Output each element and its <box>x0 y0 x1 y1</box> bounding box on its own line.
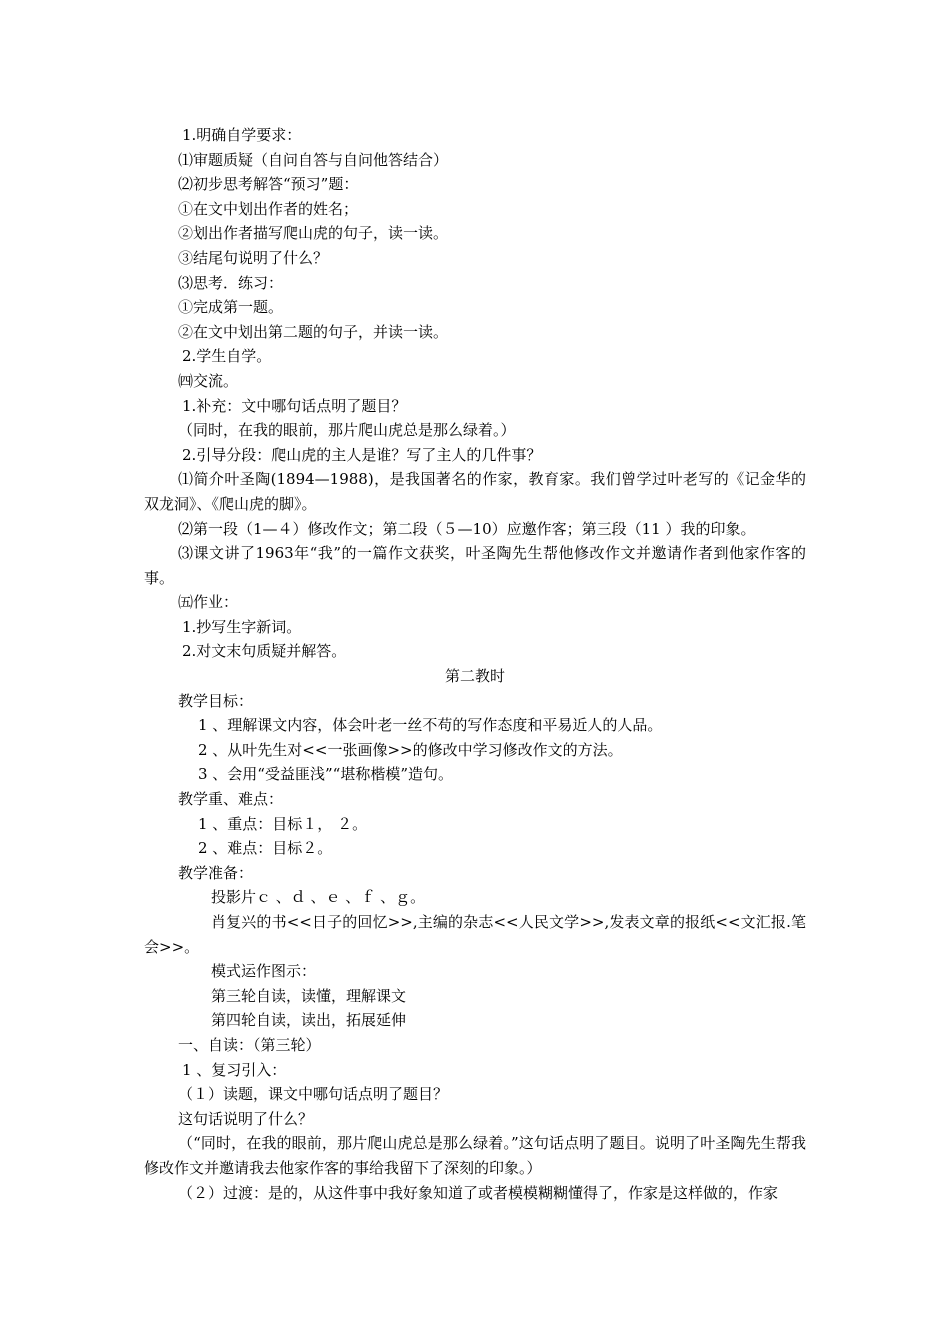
text-line: 2.对文末句质疑并解答。 <box>182 642 347 661</box>
text-line: 第四轮自读，读出，拓展延伸 <box>211 1011 407 1030</box>
text-line: 2.学生自学。 <box>182 347 272 366</box>
text-line: ⑶思考．练习： <box>178 273 284 292</box>
text-line: 3 、会用“受益匪浅”“堪称楷模”造句。 <box>198 765 453 784</box>
text-line: ⑵第一段（1—４）修改作文；第二段（５—10）应邀作客；第三段（11 ）我的印象。 <box>178 519 756 538</box>
text-line: 投影片ｃ 、ｄ 、ｅ 、ｆ 、ｇ。 <box>211 888 426 907</box>
text-line: 教学目标： <box>178 691 254 710</box>
text-line: 教学准备： <box>178 863 254 882</box>
text-line: 这句话说明了什么？ <box>178 1109 314 1128</box>
section-heading: 第二教时 <box>444 667 505 686</box>
text-line: ②在文中划出第二题的句子，并读一读。 <box>178 322 449 341</box>
document-page <box>144 123 806 1205</box>
text-line: 模式运作图示： <box>211 962 317 981</box>
text-paragraph: （“同时，在我的眼前，那片爬山虎总是那么绿着。”这句话点明了题目。说明了叶圣陶先生帮我修改作文并邀请我去他家作客的事给我留下了深刻的印象。） <box>144 1134 806 1177</box>
text-line: （１）读题，课文中哪句话点明了题目？ <box>178 1085 449 1104</box>
text-line: 1 、重点：目标１， ２。 <box>198 814 368 833</box>
text-line: （２）过渡：是的，从这件事中我好象知道了或者模模糊糊懂得了，作家是这样做的，作家 <box>178 1183 779 1202</box>
text-line: 第三轮自读，读懂，理解课文 <box>211 986 407 1005</box>
text-paragraph: ⑴简介叶圣陶(1894—1988)，是我国著名的作家，教育家。我们曾学过叶老写的《记金华的双龙洞》、《爬山虎的脚》。 <box>144 470 806 513</box>
text-line: ㈣交流。 <box>178 371 239 390</box>
text-line: 1.明确自学要求： <box>182 126 302 144</box>
text-line: 1.抄写生字新词。 <box>182 617 302 636</box>
text-line: 1 、复习引入： <box>182 1060 287 1079</box>
text-paragraph: ⑶课文讲了1963年“我”的一篇作文获奖，叶圣陶先生帮他修改作文并邀请作者到他家作客的事。 <box>144 544 806 587</box>
text-line: ①完成第一题。 <box>178 298 284 317</box>
text-line: （同时，在我的眼前，那片爬山虎总是那么绿着。） <box>178 421 516 440</box>
text-line: 一、自读：（第三轮） <box>178 1035 321 1054</box>
text-line: 2.引导分段：爬山虎的主人是谁？写了主人的几件事？ <box>182 445 542 464</box>
text-line: 2 、从叶先生对<<一张画像>>的修改中学习修改作文的方法。 <box>198 740 623 759</box>
text-line: ②划出作者描写爬山虎的句子，读一读。 <box>178 224 449 243</box>
text-line: ⑴审题质疑（自问自答与自问他答结合） <box>178 150 449 169</box>
text-line: 2 、难点：目标２。 <box>198 839 333 858</box>
text-line: 教学重、难点： <box>178 790 284 809</box>
text-paragraph: 肖复兴的书<<日子的回忆>>,主编的杂志<<人民文学>>,发表文章的报纸<<文汇报.笔会>>。 <box>144 913 806 956</box>
text-line: ⑵初步思考解答“预习”题： <box>178 175 359 194</box>
text-line: 1 、理解课文内容，体会叶老一丝不苟的写作态度和平易近人的人品。 <box>198 716 663 735</box>
text-line: ㈤作业： <box>178 593 239 612</box>
text-line: ③结尾句说明了什么？ <box>178 248 329 267</box>
text-line: 1.补充：文中哪句话点明了题目？ <box>182 396 407 415</box>
text-line: ①在文中划出作者的姓名； <box>178 199 359 218</box>
